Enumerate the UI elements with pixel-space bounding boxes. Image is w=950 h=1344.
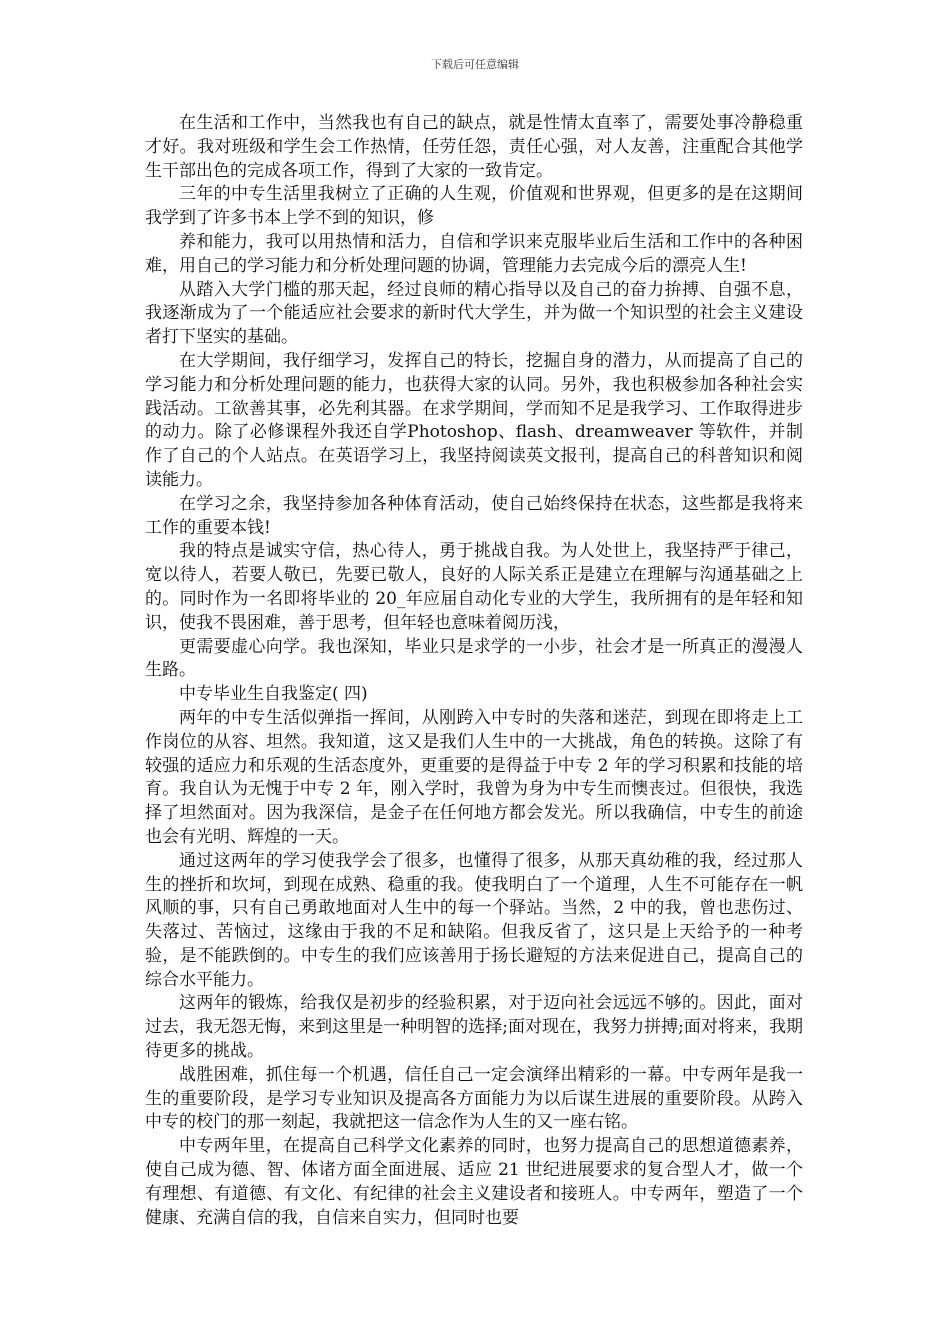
paragraph: 两年的中专生活似弹指一挥间，从刚跨入中专时的失落和迷茫，到现在即将走上工作岗位的从容、坦然。我知道，这又是我们人生中的一大挑战，角色的转换。这除了有较强的适应力和乐观的生活态度外，更重要的是得益于中专 2 年的学习积累和技能的培育。我自认为无愧于中专 2 年，刚入学时，我曾为身为中专生而懊丧过。但很快，我选择了坦然面对。因为我深信，是金子在任何地方都会发光。所以我确信，中专生的前途也会有光明、辉煌的一天。 bbox=[145, 707, 803, 847]
document-body bbox=[145, 112, 803, 1230]
paragraph: 三年的中专生活里我树立了正确的人生观，价值观和世界观，但更多的是在这期间我学到了许多书本上学不到的知识，修 bbox=[145, 184, 803, 229]
paragraph: 养和能力，我可以用热情和活力，自信和学识来克服毕业后生活和工作中的各种困难，用自己的学习能力和分析处理问题的协调，管理能力去完成今后的漂亮人生! bbox=[145, 231, 803, 276]
paragraph: 这两年的锻炼，给我仅是初步的经验积累，对于迈向社会远远不够的。因此，面对过去，我无怨无悔，来到这里是一种明智的选择;面对现在，我努力拼搏;面对将来，我期待更多的挑战。 bbox=[145, 993, 803, 1062]
page-header: 下载后可任意编辑 bbox=[431, 58, 519, 71]
paragraph: 在学习之余，我坚持参加各种体育活动，使自己始终保持在状态，这些都是我将来工作的重要本钱! bbox=[145, 493, 803, 538]
paragraph: 战胜困难，抓住每一个机遇，信任自己一定会演绎出精彩的一幕。中专两年是我一生的重要阶段，是学习专业知识及提高各方面能力为以后谋生进展的重要阶段。从跨入中专的校门的那一刻起，我就把这一信念作为人生的又一座右铭。 bbox=[145, 1064, 803, 1133]
paragraph: 更需要虚心向学。我也深知，毕业只是求学的一小步，社会才是一所真正的漫漫人生路。 bbox=[145, 636, 803, 681]
paragraph: 中专两年里，在提高自己科学文化素养的同时，也努力提高自己的思想道德素养，使自己成为德、智、体诸方面全面进展、适应 21 世纪进展要求的复合型人才，做一个有理想、有道德、有文化、有纪律的社会主义建设者和接班人。中专两年，塑造了一个健康、充满自信的我，自信来自实力，但同时也要 bbox=[145, 1136, 803, 1228]
paragraph: 通过这两年的学习使我学会了很多，也懂得了很多，从那天真幼稚的我，经过那人生的挫折和坎坷，到现在成熟、稳重的我。使我明白了一个道理，人生不可能存在一帆风顺的事，只有自己勇敢地面对人生中的每一个驿站。当然，2 中的我，曾也悲伤过、失落过、苦恼过，这缘由于我的不足和缺陷。但我反省了，这只是上天给予的一种考验，是不能跌倒的。中专生的我们应该善用于扬长避短的方法来促进自己，提高自己的综合水平能力。 bbox=[145, 850, 803, 990]
section-heading: 中专毕业生自我鉴定( 四) bbox=[179, 684, 368, 705]
paragraph: 我的特点是诚实守信，热心待人，勇于挑战自我。为人处世上，我坚持严于律己，宽以待人，若要人敬已，先要已敬人，良好的人际关系正是建立在理解与沟通基础之上的。同时作为一名即将毕业的 20_年应届自动化专业的大学生，我所拥有的是年轻和知识，使我不畏困难，善于思考，但年轻也意味着阅历浅， bbox=[145, 541, 803, 633]
paragraph: 在大学期间，我仔细学习，发挥自己的特长，挖掘自身的潜力，从而提高了自己的学习能力和分析处理问题的能力，也获得大家的认同。另外，我也积极参加各种社会实践活动。工欲善其事，必先利其器。在求学期间，学而知不足是我学习、工作取得进步的动力。除了必修课程外我还自学Photoshop、flash、dreamweaver 等软件，并制作了自己的个人站点。在英语学习上，我坚持阅读英文报刊，提高自己的科普知识和阅读能力。 bbox=[145, 350, 803, 490]
paragraph: 在生活和工作中，当然我也有自己的缺点，就是性情太直率了，需要处事冷静稳重才好。我对班级和学生会工作热情，任劳任怨，责任心强，对人友善，注重配合其他学生干部出色的完成各项工作，得到了大家的一致肯定。 bbox=[145, 113, 803, 181]
paragraph: 从踏入大学门槛的那天起，经过良师的精心指导以及自己的奋力拚搏、自强不息，我逐渐成为了一个能适应社会要求的新时代大学生，并为做一个知识型的社会主义建设者打下坚实的基础。 bbox=[145, 279, 803, 348]
